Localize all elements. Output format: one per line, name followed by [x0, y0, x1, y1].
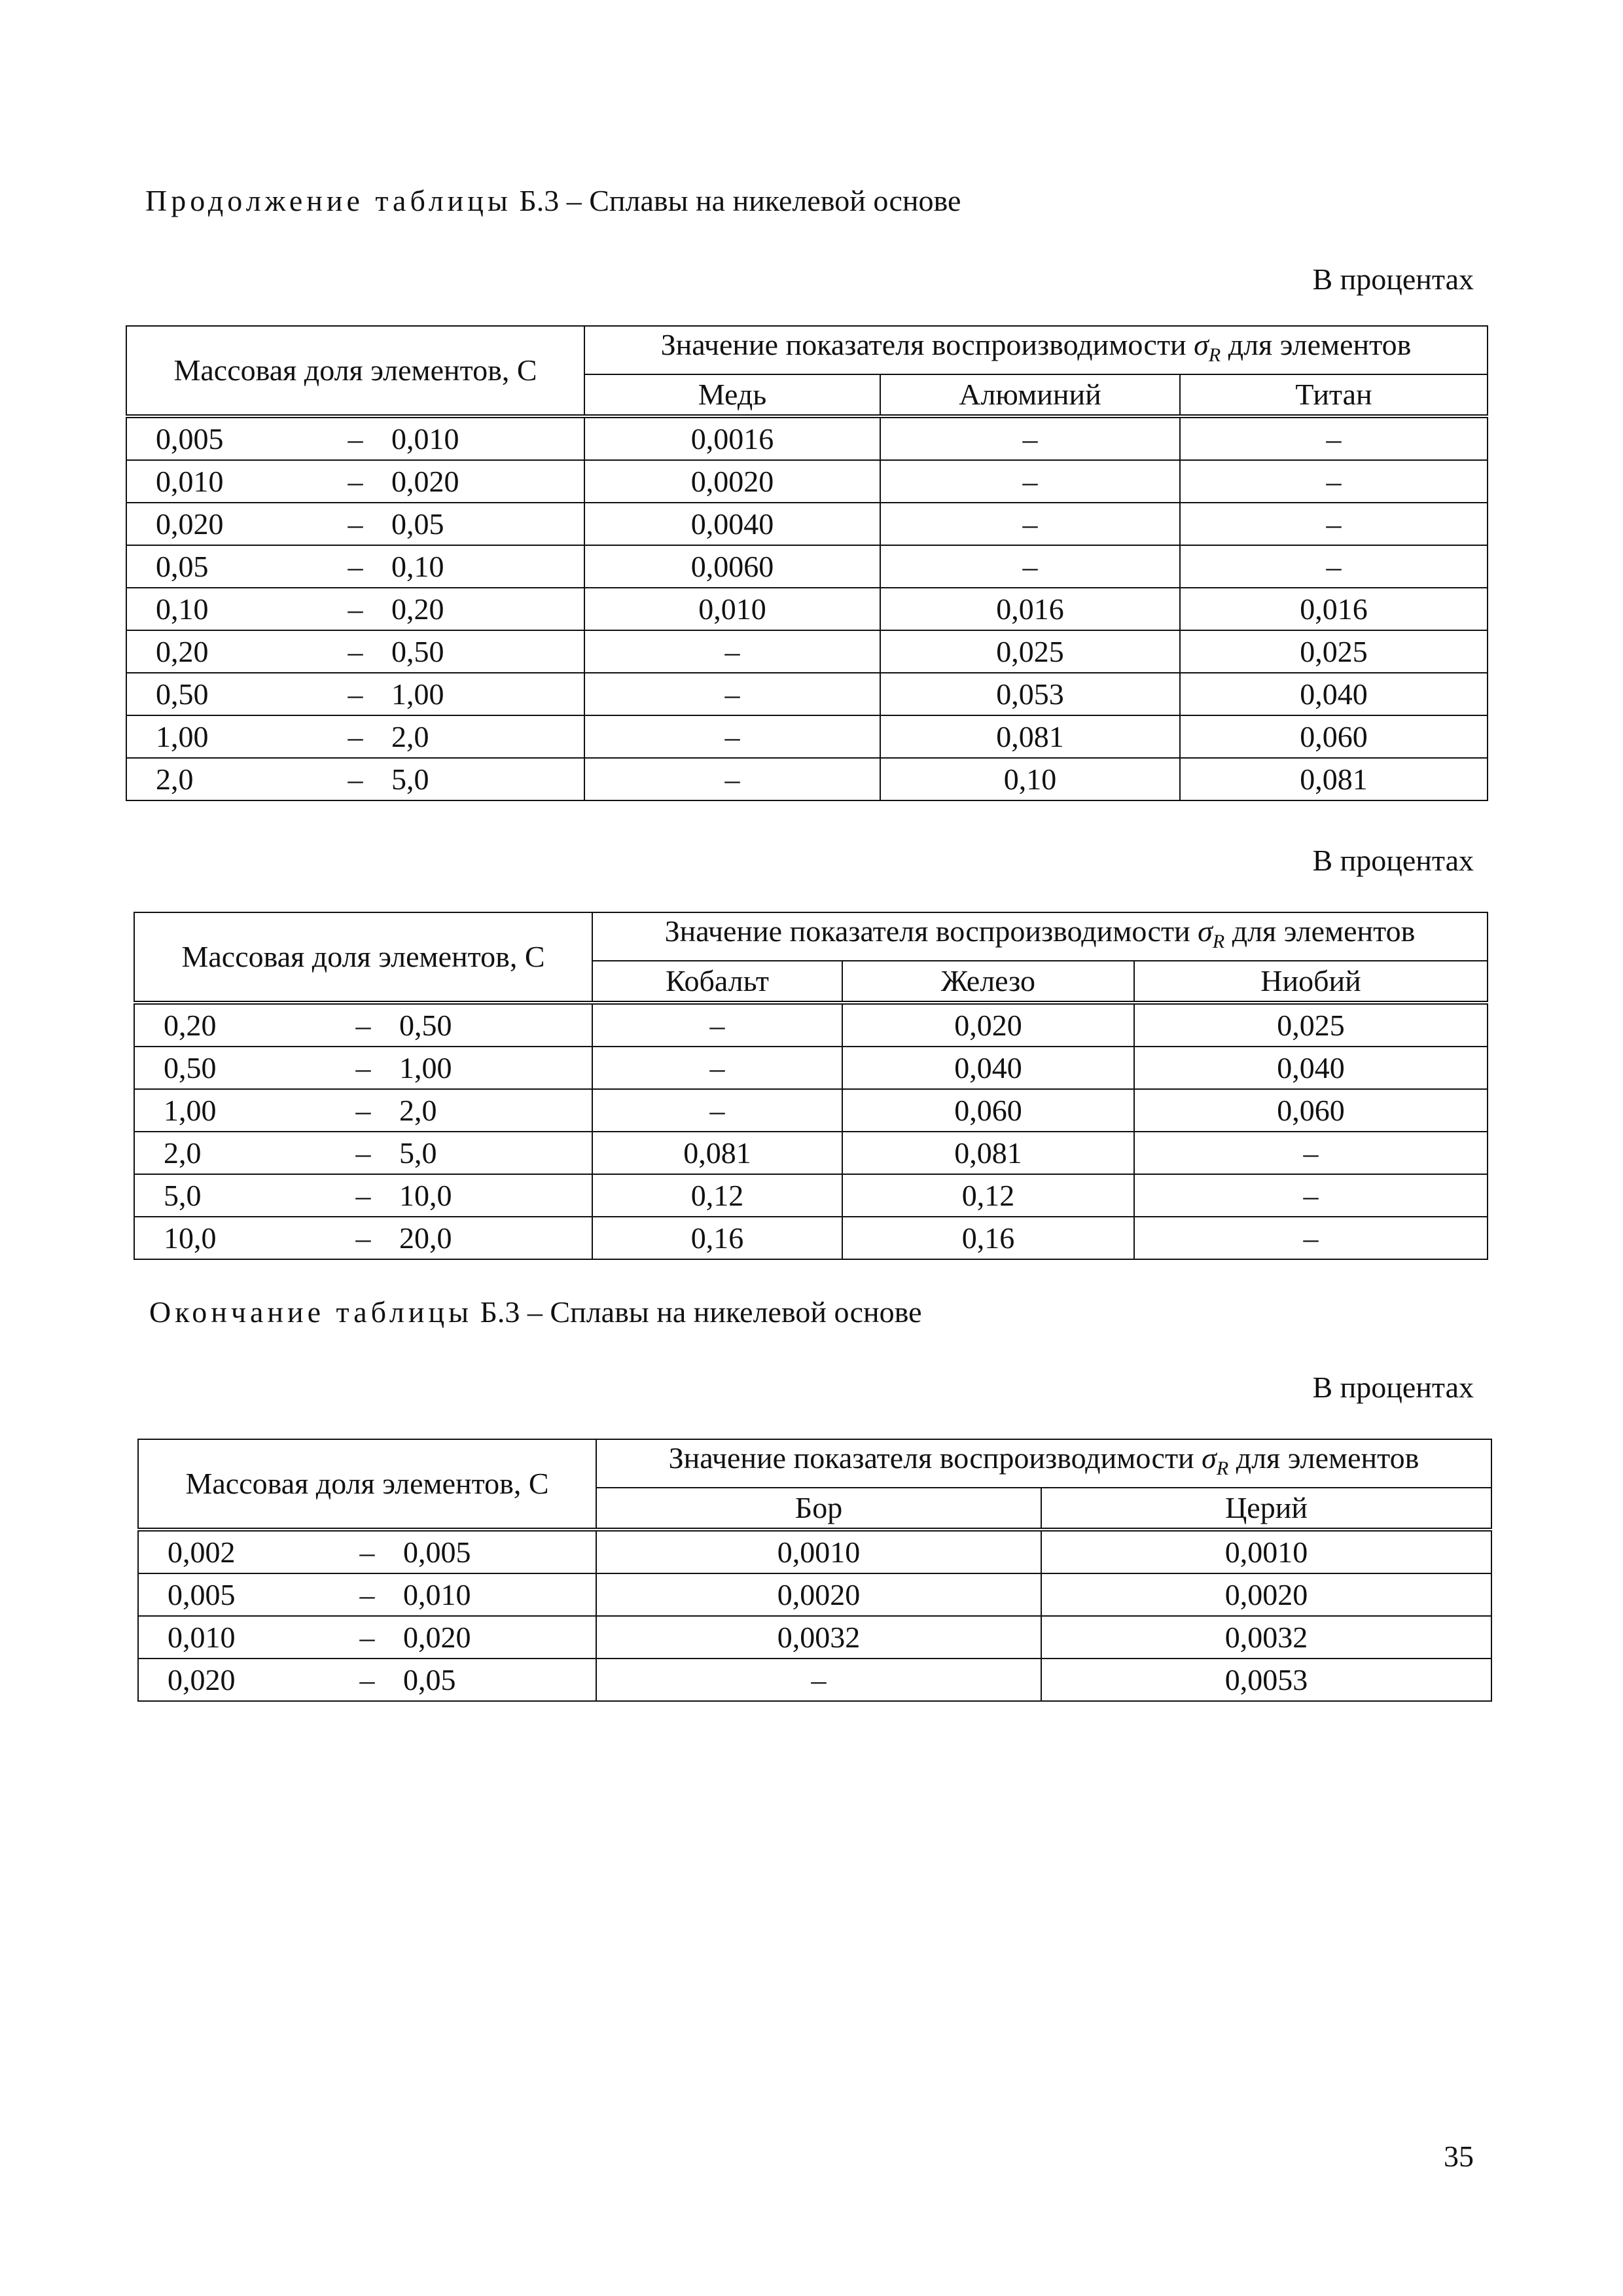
- value-cell: 0,12: [842, 1174, 1134, 1217]
- table-row: [126, 416, 1488, 460]
- table-row: [134, 1217, 1488, 1259]
- value-cell: –: [1180, 503, 1488, 545]
- value-cell: 0,16: [592, 1217, 842, 1259]
- heading-prefix: Продолжение таблицы: [145, 184, 512, 217]
- value-cell: –: [880, 460, 1180, 503]
- element-header: Титан: [1180, 374, 1488, 416]
- value-cell: 0,0010: [1041, 1530, 1491, 1573]
- value-cell: 0,081: [880, 715, 1180, 758]
- mass-range: 1,00 – 2,0: [156, 719, 429, 753]
- value-cell: 0,081: [842, 1132, 1134, 1174]
- sigma-symbol: $\sigma_R$: [1194, 328, 1221, 367]
- value-cell: –: [596, 1659, 1041, 1701]
- element-header: Медь: [584, 374, 880, 416]
- value-cell: –: [1180, 460, 1488, 503]
- value-cell: 0,040: [1134, 1047, 1488, 1089]
- mass-fraction-header: Массовая доля элементов, C: [126, 326, 584, 416]
- table-row: [138, 1616, 1491, 1659]
- value-cell: –: [1134, 1174, 1488, 1217]
- value-cell: 0,053: [880, 673, 1180, 715]
- table-row: [134, 1132, 1488, 1174]
- value-cell: 0,0020: [596, 1573, 1041, 1616]
- value-cell: 0,020: [842, 1003, 1134, 1047]
- units-label: В процентах: [1312, 1371, 1474, 1404]
- mass-range: 5,0 – 10,0: [164, 1178, 452, 1212]
- mass-range: 0,50 – 1,00: [156, 677, 444, 711]
- table-row: [126, 460, 1488, 503]
- value-cell: 0,081: [592, 1132, 842, 1174]
- value-cell: –: [1134, 1217, 1488, 1259]
- value-cell: 0,0032: [1041, 1616, 1491, 1659]
- value-cell: –: [584, 758, 880, 800]
- element-header: Кобальт: [592, 961, 842, 1003]
- table-row: [126, 503, 1488, 545]
- mass-range: 1,00 – 2,0: [164, 1093, 437, 1127]
- element-header: Бор: [596, 1488, 1041, 1530]
- mass-range: 2,0 – 5,0: [156, 762, 429, 796]
- value-cell: –: [584, 673, 880, 715]
- value-cell: –: [880, 503, 1180, 545]
- mass-range: 0,002 – 0,005: [168, 1535, 471, 1569]
- value-cell: 0,016: [1180, 588, 1488, 630]
- mass-range: 0,05 – 0,10: [156, 549, 444, 583]
- table-heading-continuation: [145, 183, 961, 218]
- table-row: [134, 1089, 1488, 1132]
- table-row: [126, 588, 1488, 630]
- mass-range: 0,20 – 0,50: [156, 634, 444, 668]
- mass-range: 0,20 – 0,50: [164, 1008, 452, 1042]
- value-cell: 0,025: [880, 630, 1180, 673]
- table-row: [134, 1003, 1488, 1047]
- value-cell: –: [1134, 1132, 1488, 1174]
- value-cell: 0,0060: [584, 545, 880, 588]
- value-cell: –: [584, 715, 880, 758]
- mass-range: 0,010 – 0,020: [156, 464, 459, 498]
- table-row: [126, 545, 1488, 588]
- value-cell: –: [592, 1047, 842, 1089]
- table-row: [138, 1659, 1491, 1701]
- table-row: [138, 1530, 1491, 1573]
- table-heading-ending: [149, 1295, 922, 1329]
- element-header: Железо: [842, 961, 1134, 1003]
- table-row: [134, 1174, 1488, 1217]
- mass-range: 0,005 – 0,010: [156, 422, 459, 456]
- reproducibility-header: Значение показателя воспроизводимости $\sigma_R$ для элементов: [592, 912, 1488, 961]
- page-number: 35: [1444, 2140, 1474, 2173]
- mass-range: 0,10 – 0,20: [156, 592, 444, 626]
- units-label: В процентах: [1312, 844, 1474, 877]
- reproducibility-header: Значение показателя воспроизводимости $\sigma_R$ для элементов: [584, 326, 1488, 374]
- value-cell: 0,12: [592, 1174, 842, 1217]
- value-cell: 0,010: [584, 588, 880, 630]
- sigma-symbol: $\sigma_R$: [1202, 1441, 1229, 1480]
- value-cell: 0,040: [1180, 673, 1488, 715]
- value-cell: –: [880, 545, 1180, 588]
- heading-rest: Б.3 – Сплавы на никелевой основе: [511, 184, 961, 217]
- value-cell: –: [592, 1003, 842, 1047]
- heading-rest: Б.3 – Сплавы на никелевой основе: [473, 1295, 922, 1329]
- table-row: [126, 630, 1488, 673]
- value-cell: –: [1180, 545, 1488, 588]
- value-cell: 0,016: [880, 588, 1180, 630]
- value-cell: –: [880, 416, 1180, 460]
- reproducibility-header: Значение показателя воспроизводимости $\sigma_R$ для элементов: [596, 1439, 1491, 1488]
- value-cell: –: [584, 630, 880, 673]
- value-cell: 0,025: [1134, 1003, 1488, 1047]
- value-cell: 0,060: [1180, 715, 1488, 758]
- mass-fraction-header: Массовая доля элементов, C: [138, 1439, 596, 1530]
- value-cell: 0,0032: [596, 1616, 1041, 1659]
- element-header: Алюминий: [880, 374, 1180, 416]
- value-cell: 0,060: [842, 1089, 1134, 1132]
- table-row: [134, 1047, 1488, 1089]
- mass-range: 0,50 – 1,00: [164, 1050, 452, 1085]
- table-row: [138, 1573, 1491, 1616]
- units-label: В процентах: [1312, 262, 1474, 296]
- heading-prefix: Окончание таблицы: [149, 1295, 473, 1329]
- value-cell: –: [592, 1089, 842, 1132]
- mass-range: 10,0 – 20,0: [164, 1221, 452, 1255]
- value-cell: –: [1180, 416, 1488, 460]
- mass-range: 0,020 – 0,05: [156, 507, 444, 541]
- mass-range: 0,005 – 0,010: [168, 1577, 471, 1611]
- value-cell: 0,0040: [584, 503, 880, 545]
- mass-range: 0,020 – 0,05: [168, 1662, 456, 1696]
- mass-range: 2,0 – 5,0: [164, 1136, 437, 1170]
- value-cell: 0,0020: [1041, 1573, 1491, 1616]
- value-cell: 0,10: [880, 758, 1180, 800]
- value-cell: 0,060: [1134, 1089, 1488, 1132]
- mass-range: 0,010 – 0,020: [168, 1620, 471, 1654]
- element-header: Ниобий: [1134, 961, 1488, 1003]
- table-row: [126, 715, 1488, 758]
- value-cell: 0,040: [842, 1047, 1134, 1089]
- value-cell: 0,16: [842, 1217, 1134, 1259]
- value-cell: 0,0020: [584, 460, 880, 503]
- table-row: [126, 758, 1488, 800]
- data-table: [134, 912, 1488, 1260]
- value-cell: 0,081: [1180, 758, 1488, 800]
- value-cell: 0,0010: [596, 1530, 1041, 1573]
- data-table: [126, 325, 1488, 801]
- data-table: [137, 1439, 1492, 1702]
- mass-fraction-header: Массовая доля элементов, C: [134, 912, 592, 1003]
- value-cell: 0,025: [1180, 630, 1488, 673]
- value-cell: 0,0016: [584, 416, 880, 460]
- sigma-symbol: $\sigma_R$: [1198, 914, 1225, 953]
- table-row: [126, 673, 1488, 715]
- element-header: Церий: [1041, 1488, 1491, 1530]
- value-cell: 0,0053: [1041, 1659, 1491, 1701]
